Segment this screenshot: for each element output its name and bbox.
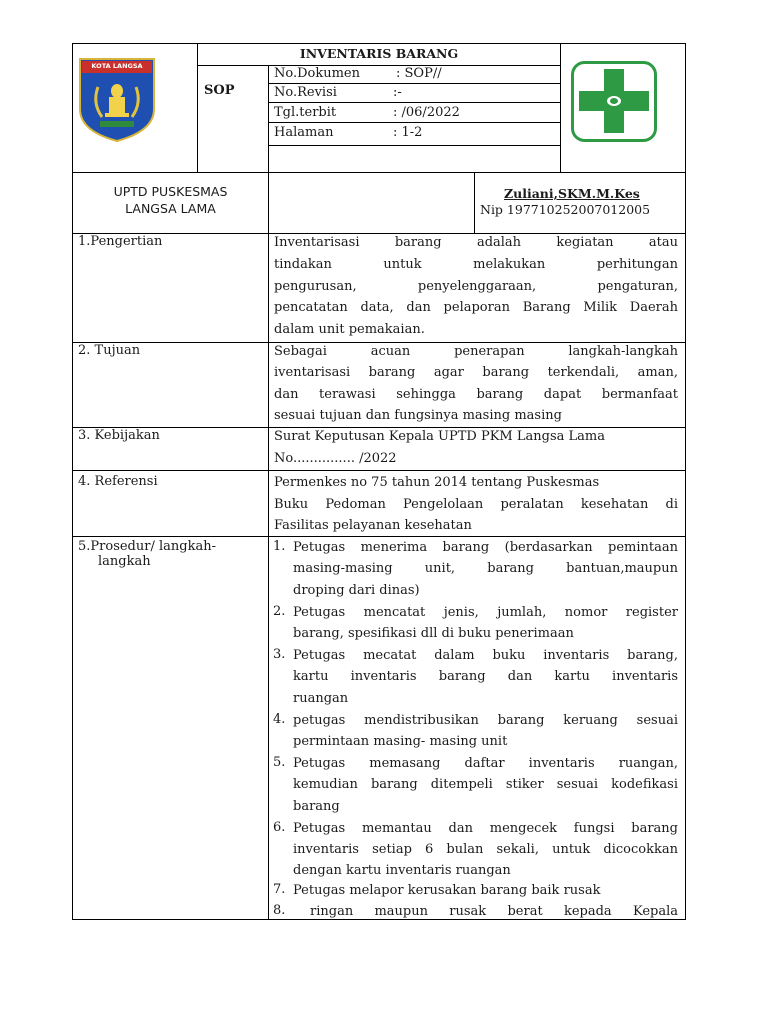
body-line: Surat Keputusan Kepala UPTD PKM Langsa Lama: [274, 429, 605, 444]
procedure-line: inventaris setiap 6 bulan sekali, untuk dicocokkan: [293, 842, 678, 857]
document-title: INVENTARIS BARANG: [299, 46, 459, 61]
procedure-line: masing-masing unit, barang bantuan,maupun: [293, 561, 678, 576]
body-line: No............... /2022: [274, 451, 397, 466]
procedure-line: petugas mendistribusikan barang keruang sesuai: [293, 713, 678, 728]
procedure-line: ruangan: [293, 691, 349, 706]
table-border-left: [72, 43, 73, 920]
procedure-line: dengan kartu inventaris ruangan: [293, 863, 511, 878]
field-label-halaman: Halaman: [274, 125, 334, 140]
field-value-halaman: : 1-2: [393, 125, 423, 140]
procedure-number: 6.: [273, 820, 286, 835]
field-value-revisi: :-: [393, 85, 402, 100]
procedure-line: permintaan masing- masing unit: [293, 734, 508, 749]
procedure-number: 5.: [273, 755, 286, 770]
body-line: Permenkes no 75 tahun 2014 tentang Puskesmas: [274, 475, 600, 490]
table-border-right: [685, 43, 686, 920]
procedure-line: Petugas mencatat jenis, jumlah, nomor register: [293, 605, 678, 620]
field-value-dokumen: : SOP//: [396, 66, 442, 81]
section-label-tujuan: 2. Tujuan: [78, 343, 141, 358]
body-line: sesuai tujuan dan fungsinya masing masing: [274, 408, 562, 423]
logo-caption: KOTA LANGSA: [91, 62, 143, 70]
procedure-line: kartu inventaris barang dan kartu inventaris: [293, 669, 678, 684]
section-label-kebijakan: 3. Kebijakan: [78, 428, 160, 443]
section-label-referensi: 4. Referensi: [78, 474, 158, 489]
procedure-line: droping dari dinas): [293, 583, 420, 598]
body-line: Buku Pedoman Pengelolaan peralatan kesehatan di: [274, 497, 678, 512]
procedure-line: barang, spesifikasi dll di buku penerimaan: [293, 626, 574, 641]
section-label-prosedur: 5.Prosedur/ langkah-: [78, 539, 216, 554]
section-label-prosedur-cont: langkah: [98, 554, 151, 569]
procedure-number: 3.: [273, 647, 286, 662]
procedure-line: kemudian barang ditempeli stiker sesuai kodefikasi: [293, 777, 678, 792]
body-line: tindakan untuk melakukan perhitungan: [274, 257, 678, 272]
institution-name-line1: UPTD PUSKESMAS: [113, 184, 228, 199]
procedure-number: 7.: [273, 882, 286, 897]
procedure-number: 2.: [273, 604, 286, 619]
sop-label: SOP: [204, 83, 235, 98]
field-label-dokumen: No.Dokumen: [274, 66, 360, 81]
signatory-nip: Nip 197710252007012005: [480, 202, 651, 217]
procedure-line: ringan maupun rusak berat kepada Kepala: [310, 904, 678, 919]
field-label-terbit: Tgl.terbit: [274, 105, 337, 120]
body-line: Fasilitas pelayanan kesehatan: [274, 518, 472, 533]
procedure-line: Petugas memasang daftar inventaris ruangan,: [293, 756, 678, 771]
section-label-pengertian: 1.Pengertian: [78, 234, 163, 249]
procedure-line: Petugas melapor kerusakan barang baik rusak: [293, 883, 601, 898]
body-line: Inventarisasi barang adalah kegiatan atau: [274, 235, 678, 250]
procedure-number: 8.: [273, 903, 286, 918]
procedure-line: Petugas mecatat dalam buku inventaris barang,: [293, 648, 678, 663]
procedure-line: Petugas memantau dan mengecek fungsi barang: [293, 821, 678, 836]
puskesmas-logo: [571, 61, 657, 142]
institution-name-line2: LANGSA LAMA: [125, 201, 216, 216]
field-label-revisi: No.Revisi: [274, 85, 337, 100]
procedure-number: 1.: [273, 539, 286, 554]
divider: [268, 172, 269, 234]
divider: [72, 470, 686, 471]
divider: [268, 233, 269, 920]
field-value-terbit: : /06/2022: [393, 105, 460, 120]
body-line: pengurusan, penyelenggaraan, pengaturan,: [274, 279, 678, 294]
divider: [268, 65, 269, 172]
divider: [560, 43, 561, 172]
procedure-line: Petugas menerima barang (berdasarkan pemintaan: [293, 540, 678, 555]
procedure-number: 4.: [273, 712, 286, 727]
body-line: dan terawasi sehingga barang dapat bermanfaat: [274, 387, 678, 402]
signatory-name: Zuliani,SKM.M.Kes: [504, 186, 640, 201]
body-line: dalam unit pemakaian.: [274, 322, 425, 337]
body-line: iventarisasi barang agar barang terkendali, aman,: [274, 365, 678, 380]
divider: [474, 172, 475, 234]
procedure-line: barang: [293, 799, 340, 814]
body-line: pencatatan data, dan pelaporan Barang Milik Daerah: [274, 300, 678, 315]
divider: [268, 145, 561, 146]
divider: [72, 172, 686, 173]
body-line: Sebagai acuan penerapan langkah-langkah: [274, 344, 678, 359]
divider: [197, 65, 561, 66]
